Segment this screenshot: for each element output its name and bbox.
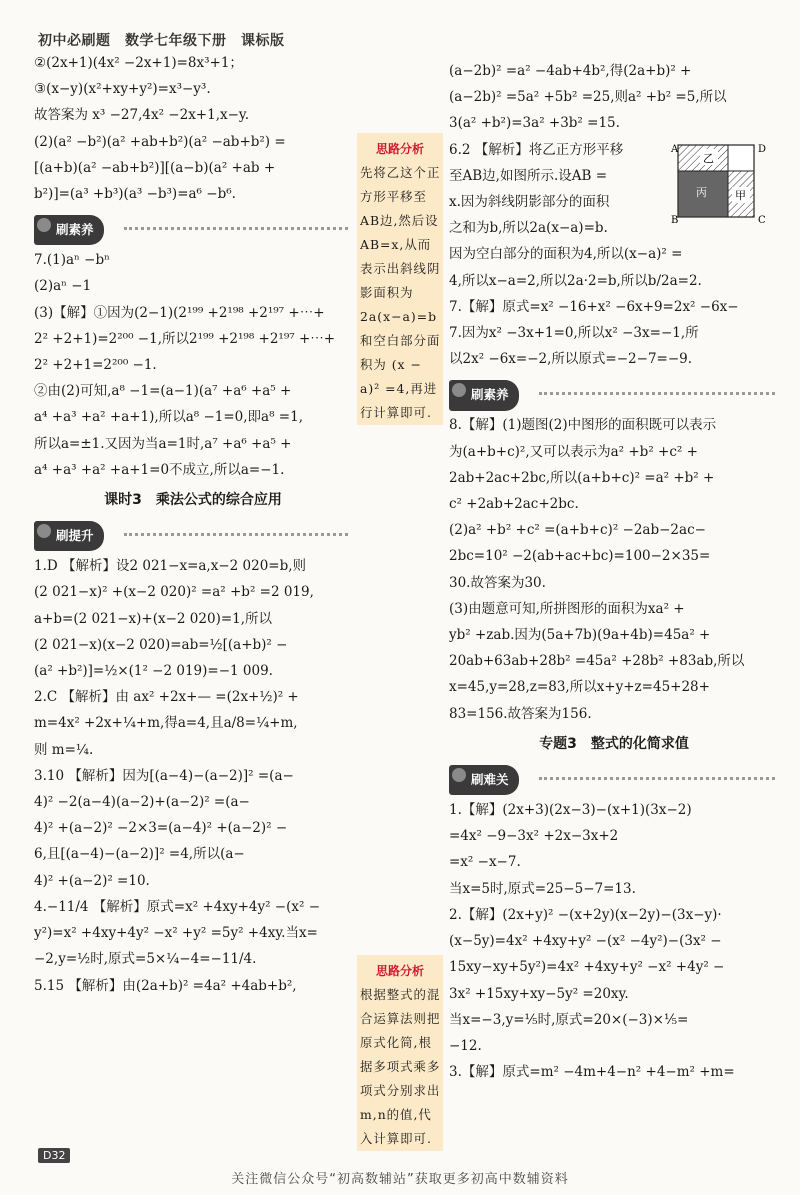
text-line: 则 m=¼. <box>34 741 94 758</box>
text-line: 1.D 【解析】设2 021−x=a,x−2 020=b,则 <box>34 558 307 575</box>
section-band-suyang <box>449 380 779 406</box>
text-line: a)² =4,再进 <box>360 381 438 396</box>
text-line: a⁴ +a³ +a² +a+1),所以a⁸ −1=0,即a⁸ =1, <box>34 409 303 426</box>
text-line: (x−5y)=4x² +4xy+y² −(x² −4y²)−(3x² − <box>449 933 722 950</box>
text-line: yb² +zab.因为(5a+7b)(9a+4b)=45a² + <box>449 627 711 644</box>
text-line: 表示出斜线阴 <box>360 261 440 276</box>
text-line: 7.【解】原式=x² −16+x² −6x+9=2x² −6x− <box>449 298 739 315</box>
text-line: [(a+b)(a² −ab+b²)][(a−b)(a² +ab + <box>34 159 276 176</box>
figure-label: B <box>671 215 679 226</box>
hint-box <box>357 955 443 1151</box>
text-line: 30.故答案为30. <box>449 574 546 591</box>
footer-text: 关注微信公众号“初高数辅站”获取更多初高中数辅资料 <box>231 1172 569 1187</box>
text-line: 2ab+2ac+2bc,所以(a+b+c)² =a² +b² + <box>449 469 715 486</box>
text-line: 2.【解】(2x+y)² −(x+2y)(x−2y)−(3x−y)· <box>449 906 722 923</box>
text-line: b²)]=(a³ +b³)(a³ −b³)=a⁶ −b⁶. <box>34 186 236 203</box>
text-line: 15xy−xy+5y²)=4x² +4xy+y² −x² +4y² − <box>449 959 725 976</box>
figure-label: C <box>758 215 766 226</box>
text-line: 当x=−3,y=⅕时,原式=20×(−3)×⅕= <box>449 1011 689 1028</box>
text-line: AB=x,从而 <box>360 237 432 252</box>
text-line: 2² +2+1)=2²⁰⁰ −1,所以2¹⁹⁹ +2¹⁹⁸ +2¹⁹⁷ +⋯+ <box>34 330 336 347</box>
square-figure <box>670 143 770 227</box>
text-line: −2,y=½时,原式=5×¼−4=−11/4. <box>34 951 257 968</box>
text-line: 7.(1)aⁿ −bⁿ <box>34 252 110 269</box>
hint-title: 思路分析 <box>375 142 424 156</box>
text-line: 先将乙这个正 <box>360 165 440 180</box>
section-badge: 刷素养 <box>34 215 104 245</box>
text-line: ③(x−y)(x²+xy+y²)=x³−y³. <box>34 81 211 98</box>
text-line: (2 021−x)(x−2 020)=ab=½[(a+b)² − <box>34 636 288 653</box>
text-line: 2bc=10² −2(ab+ac+bc)=100−2×35= <box>449 548 711 565</box>
text-line: AB边,然后设 <box>360 213 439 228</box>
text-line: 故答案为 x³ −27,4x² −2x+1,x−y. <box>34 107 250 124</box>
text-line: 之和为b,所以2a(x−a)=b. <box>449 220 608 237</box>
text-line: a+b=(2 021−x)+(x−2 020)=1,所以 <box>34 610 273 627</box>
text-line: (a−2b)² =5a² +5b² =25,则a² +b² =5,所以 <box>449 89 727 106</box>
text-line: 根据整式的混 <box>360 987 440 1002</box>
text-line: ②(2x+1)(4x² −2x+1)=8x³+1； <box>34 55 243 71</box>
section-band-suyang <box>34 215 352 241</box>
text-line: (3)【解】①因为(2−1)(2¹⁹⁹ +2¹⁹⁸ +2¹⁹⁷ +⋯+ <box>34 304 325 321</box>
hint-box <box>357 133 443 425</box>
text-line: 行计算即可. <box>360 405 432 420</box>
text-line: 5.15 【解析】由(2a+b)² =4a² +4ab+b², <box>34 977 297 994</box>
text-line: 4.−11/4 【解析】原式=x² +4xy+4y² −(x² − <box>34 898 321 915</box>
text-line: x.因为斜线阴影部分的面积 <box>449 194 610 211</box>
figure-label: 甲 <box>735 189 746 202</box>
text-line: 和空白部分面 <box>360 333 440 348</box>
text-line: 20ab+63ab+28b² =45a² +28b² +83ab,所以 <box>449 653 745 670</box>
text-line: 因为空白部分的面积为4,所以(x−a)² = <box>449 246 683 263</box>
text-line: 当x=5时,原式=25−5−7=13. <box>449 880 636 897</box>
text-line: x=45,y=28,z=83,所以x+y+z=45+28+ <box>449 679 710 696</box>
text-line: (a² +b²)]=½×(1² −2 019)=−1 009. <box>34 663 273 680</box>
section-badge: 刷素养 <box>449 380 519 410</box>
text-line: 2a(x−a)=b <box>360 309 438 324</box>
text-line: ②由(2)可知,a⁸ −1=(a−1)(a⁷ +a⁶ +a⁵ + <box>34 383 292 400</box>
topic-title: 专题3 整式的化简求值 <box>539 735 689 752</box>
text-line: 积为 (x − <box>360 357 422 372</box>
text-line: (2)(a² −b²)(a² +ab+b²)(a² −ab+b²) = <box>34 133 286 150</box>
text-line: 影面积为 <box>360 285 414 300</box>
text-line: 4,所以x−a=2,所以2a·2=b,所以b/2a=2. <box>449 272 702 289</box>
left-column <box>34 50 352 999</box>
text-line: 4)² +(a−2)² =10. <box>34 872 150 889</box>
page-number: D32 <box>38 1148 70 1163</box>
text-line: 原式化简,根 <box>360 1035 432 1050</box>
text-line: 项式分别求出 <box>360 1083 440 1098</box>
section-band-tisheng <box>34 521 352 547</box>
figure-label: A <box>671 144 679 155</box>
figure-label: D <box>758 144 767 155</box>
section-band-nanguan <box>449 765 779 791</box>
hint-title: 思路分析 <box>375 964 424 978</box>
text-line: (a−2b)² =a² −4ab+4b²,得(2a+b)² + <box>449 63 692 79</box>
page-header: 初中必刷题 数学七年级下册 课标版 <box>38 33 285 49</box>
text-line: (2)aⁿ −1 <box>34 278 92 295</box>
text-line: 2.C 【解析】由 ax² +2x+— =(2x+½)² + <box>34 689 299 706</box>
text-line: (2 021−x)² +(x−2 020)² =a² +b² =2 019, <box>34 584 314 601</box>
text-line: 8.【解】(1)题图(2)中图形的面积既可以表示 <box>449 417 717 434</box>
text-line: 4)² −2(a−4)(a−2)+(a−2)² =(a− <box>34 794 250 811</box>
text-line: 3(a² +b²)=3a² +3b² =15. <box>449 115 620 132</box>
text-line: 1.【解】(2x+3)(2x−3)−(x+1)(3x−2) <box>449 802 692 819</box>
text-line: −12. <box>449 1037 482 1054</box>
text-line: (3)由题意可知,所拼图形的面积为xa² + <box>449 600 685 617</box>
figure-label: 乙 <box>703 152 714 165</box>
text-line: 6,且[(a−4)−(a−2)]² =4,所以(a− <box>34 846 245 863</box>
text-line: 4)² +(a−2)² −2×3=(a−4)² +(a−2)² − <box>34 820 288 837</box>
text-line: y²)=x² +4xy+4y² −x² +y² =5y² +4xy.当x= <box>34 925 318 942</box>
text-line: =4x² −9−3x² +2x−3x+2 <box>449 828 619 845</box>
text-line: 2² +2+1=2²⁰⁰ −1. <box>34 357 157 374</box>
text-line: 据多项式乘多 <box>360 1059 440 1074</box>
text-line: 3.【解】原式=m² −4m+4−n² +4−m² +m= <box>449 1064 735 1081</box>
text-line: 6.2 【解析】将乙正方形平移 <box>449 141 624 158</box>
text-line: 合运算法则把 <box>360 1011 440 1026</box>
text-line: c² +2ab+2ac+2bc. <box>449 496 579 513</box>
text-line: 3.10 【解析】因为[(a−4)−(a−2)]² =(a− <box>34 767 294 784</box>
figure-label: 丙 <box>696 186 707 199</box>
text-line: (2)a² +b² +c² =(a+b+c)² −2ab−2ac− <box>449 522 706 539</box>
text-line: 入计算即可. <box>360 1131 432 1146</box>
text-line: 以2x² −6x=−2,所以原式=−2−7=−9. <box>449 351 693 368</box>
lesson-title: 课时3 乘法公式的综合应用 <box>104 492 282 509</box>
text-line: 至AB边,如图所示.设AB = <box>449 167 608 184</box>
text-line: a⁴ +a³ +a² +a+1=0不成立,所以a=−1. <box>34 461 285 478</box>
text-line: 7.因为x² −3x+1=0,所以x² −3x=−1,所 <box>449 325 699 342</box>
section-badge: 刷提升 <box>34 521 104 551</box>
text-line: m,n的值,代 <box>360 1107 432 1122</box>
text-line: =x² −x−7. <box>449 854 521 871</box>
text-line: 方形平移至 <box>360 189 427 204</box>
text-line: m=4x² +2x+¼+m,得a=4,且a/8=¼+m, <box>34 715 298 732</box>
text-line: 所以a=±1.又因为当a=1时,a⁷ +a⁶ +a⁵ + <box>34 435 292 452</box>
text-line: 为(a+b+c)²,又可以表示为a² +b² +c² + <box>449 443 698 460</box>
text-line: 83=156.故答案为156. <box>449 705 592 722</box>
section-badge: 刷难关 <box>449 765 519 795</box>
text-line: 3x² +15xy+xy−5y² =20xy. <box>449 985 629 1002</box>
